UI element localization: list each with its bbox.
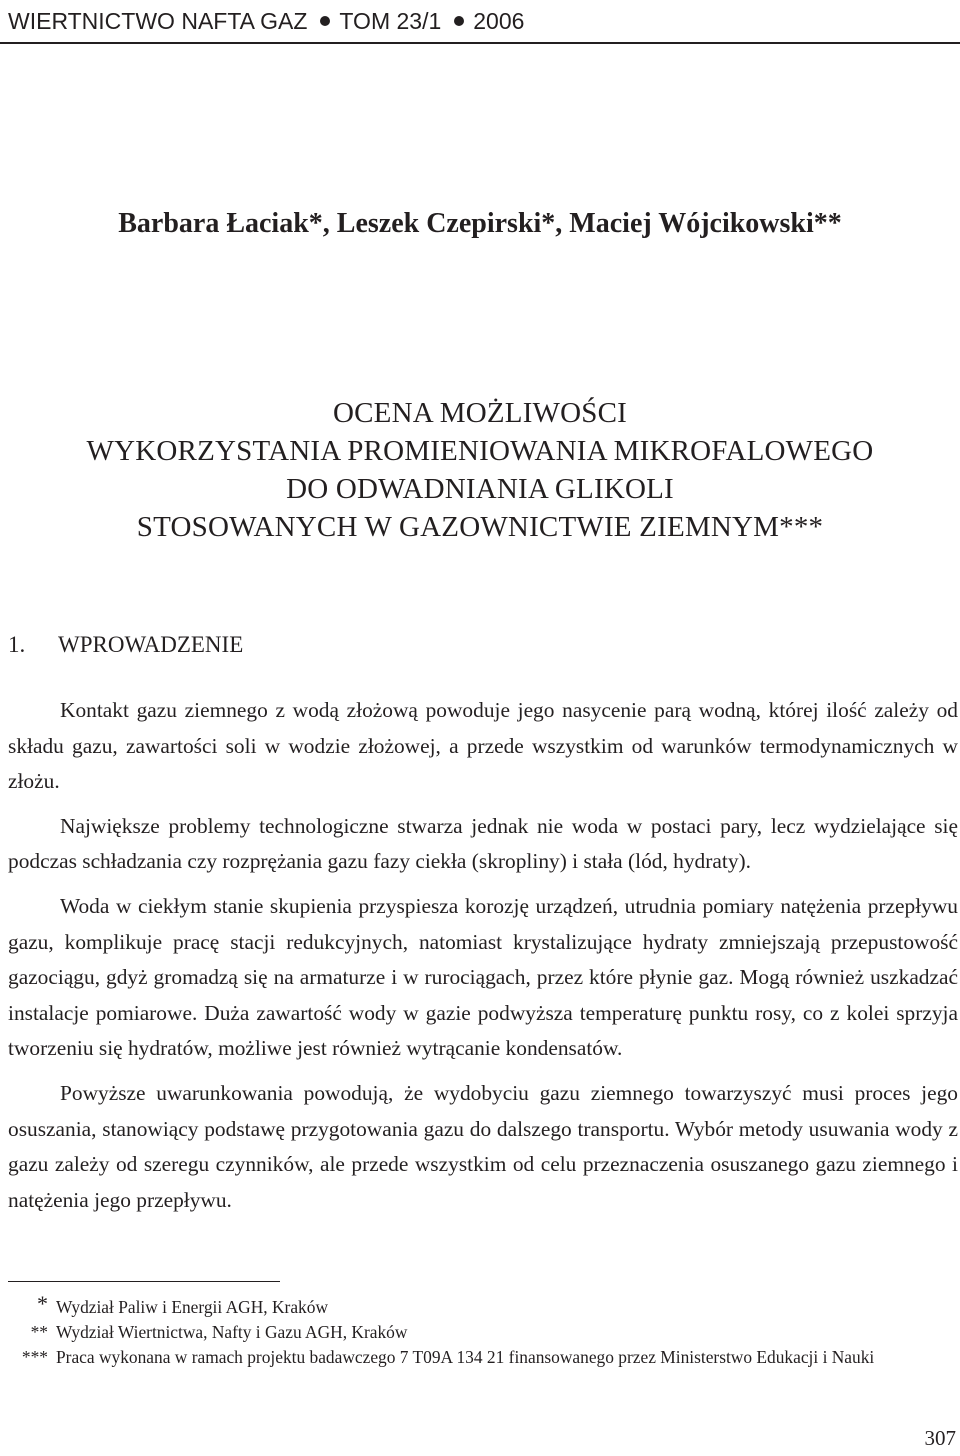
article-title [0,394,960,546]
section-number: 1. [8,632,26,657]
title-line: WYKORZYSTANIA PROMIENIOWANIA MIKROFALOWEGO [86,435,874,467]
paragraph: Woda w ciekłym stanie skupienia przyspiesza korozję urządzeń, utrudnia pomiary natężenia przepływu gazu, komplikuje pracę stacji redukcyjnych, natomiast krystalizujące hydraty zmniejszają przepustowość gazociągu, gdyż gromadzą się na armaturze i w rurociągach, przez które płynie gaz. Mogą również uszkadzać instalacje pomiarowe. Duża zawartość wody w gazie podwyższa temperaturę punktu rosy, co z kolei sprzyja tworzeniu się hydratów, możliwe jest również wytrącanie kondensatów. [8,893,958,1061]
footnote [8,1346,960,1369]
title-line: DO ODWADNIANIA GLIKOLI [286,473,674,505]
body-text [8,693,958,1227]
title-line: OCENA MOŻLIWOŚCI [333,397,627,429]
journal-name: WIERTNICTWO NAFTA GAZ [8,8,308,34]
running-header [8,6,960,36]
footnote-text: Wydział Paliw i Energii AGH, Kraków [56,1297,328,1317]
paragraph: Kontakt gazu ziemnego z wodą złożową powoduje jego nasycenie parą wodną, której ilość zależy od składu gazu, zawartości soli w wodzie złożowej, a przede wszystkim od warunków termodynamicznych w złożu. [8,698,958,794]
footnote-mark: *** [21,1347,48,1367]
bullet-separator-icon [454,16,464,26]
footnote-text: Wydział Wiertnictwa, Nafty i Gazu AGH, Kraków [56,1322,408,1342]
bullet-separator-icon [320,16,330,26]
volume-label: TOM 23/1 [339,8,442,34]
section-title: WPROWADZENIE [58,632,244,657]
footnote-divider [8,1281,280,1282]
footnote-mark: ** [30,1322,48,1342]
paragraph: Największe problemy technologiczne stwarza jednak nie woda w postaci pary, lecz wydzielające się podczas schładzania czy rozprężania gazu fazy ciekła (skropliny) i stała (lód, hydraty). [8,813,958,874]
year-label: 2006 [473,8,525,34]
footnote [8,1291,960,1319]
header-divider [0,42,960,44]
author-list: Barbara Łaciak*, Leszek Czepirski*, Maciej Wójcikowski** [118,208,842,239]
page-number: 307 [924,1426,956,1450]
paragraph: Powyższe uwarunkowania powodują, że wydobyciu gazu ziemnego towarzyszyć musi proces jego osuszania, stanowiący podstawę przygotowania gazu do dalszego transportu. Wybór metody usuwania wody z gazu zależy od szeregu czynników, ale przede wszystkim od celu przeznaczenia osuszanego gazu ziemnego i natężenia jego przepływu. [8,1080,958,1212]
footnote [8,1321,960,1344]
footnote-mark: * [37,1291,48,1316]
footnotes [8,1291,960,1371]
footnote-text: Praca wykonana w ramach projektu badawczego 7 T09A 134 21 finansowanego przez Ministerstwo Edukacji i Nauki [56,1347,875,1367]
title-line: STOSOWANYCH W GAZOWNICTWIE ZIEMNYM*** [136,511,824,543]
section-heading [8,628,243,662]
